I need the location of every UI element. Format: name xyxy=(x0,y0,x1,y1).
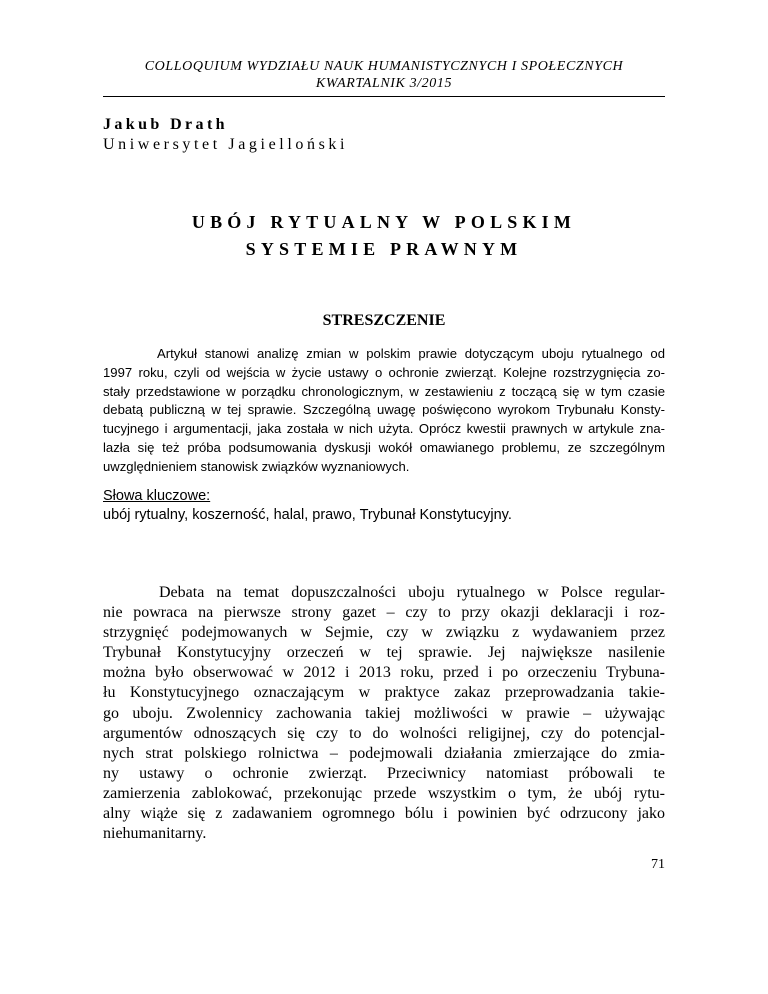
body-line: niehumanitarny. xyxy=(103,825,207,843)
body-line: ny ustawy o ochronie zwierząt. Przeciwnicy natomiast próbowali te xyxy=(103,764,665,782)
title-line: UBÓJ RYTUALNY W POLSKIM xyxy=(191,212,577,232)
header-rule xyxy=(103,96,665,97)
keywords-label: Słowa kluczowe: xyxy=(103,488,211,504)
abstract-line: debatą publiczną w tej sprawie. Szczególną uwagę poświęcono wyrokom Trybunału Konsty- xyxy=(103,402,665,418)
body-line: Trybunał Konstytucyjny orzeczeń w tej sprawie. Jej największe nasilenie xyxy=(103,644,665,662)
article-title xyxy=(103,209,665,263)
body-paragraph xyxy=(103,583,665,844)
journal-name: COLLOQUIUM WYDZIAŁU NAUK HUMANISTYCZNYCH I SPOŁECZNYCH xyxy=(144,59,624,74)
body-line: zamierzenia zablokować, przekonując przede wszystkim o tym, że ubój rytu- xyxy=(103,784,665,802)
abstract-line: 1997 roku, czyli od wejścia w życie ustawy o ochronie zwierząt. Kolejne rozstrzygnięcia zo- xyxy=(103,364,665,380)
body-line: alny wiąże się z zadawaniem ogromnego bólu i powinien być odrzucony jako xyxy=(103,805,665,823)
running-header xyxy=(103,58,665,92)
abstract-line: lazła się też próba podsumowania dyskusji wokół omawianego problemu, ze szczególnym xyxy=(103,439,665,455)
body-line: strzygnięć podejmowanych w Sejmie, czy w związku z wydawaniem przez xyxy=(103,624,665,642)
body-line: nych strat polskiego rolnictwa – podejmowali działania zmierzające do zmia- xyxy=(103,744,665,762)
body-line: Debata na temat dopuszczalności uboju rytualnego w Polsce regular- xyxy=(159,584,665,601)
abstract-line: tucyjnego i argumentacji, jaka została w nich użyta. Oprócz kwestii prawnych w artykule zna- xyxy=(103,421,665,437)
body-line: argumentów odnoszących się czy to do wolności religijnej, czy do potencjal- xyxy=(103,724,665,742)
journal-issue: KWARTALNIK 3/2015 xyxy=(315,76,453,91)
abstract-line: Artykuł stanowi analizę zmian w polskim prawie dotyczącym uboju rytualnego od xyxy=(157,346,665,361)
title-line: SYSTEMIE PRAWNYM xyxy=(245,239,523,259)
page-number: 71 xyxy=(651,857,665,872)
author-name: Jakub Drath xyxy=(103,116,228,133)
abstract-text xyxy=(103,345,665,477)
body-line: nie powraca na pierwsze strony gazet – czy to przy okazji deklaracji i roz- xyxy=(103,604,665,622)
author-affiliation: Uniwersytet Jagielloński xyxy=(103,136,349,153)
abstract-line: stały przedstawione w porządku chronologicznym, w zestawieniu z toczącą się w tym czasie xyxy=(103,383,665,399)
abstract-line: uwzględnieniem stanowisk związków wyznaniowych. xyxy=(103,458,410,474)
body-line: można było obserwować w 2012 i 2013 roku, przed i po orzeczeniu Trybuna- xyxy=(103,664,665,682)
keywords-list: ubój rytualny, koszerność, halal, prawo, Trybunał Konstytucyjny. xyxy=(103,507,512,523)
body-line: łu Konstytucyjnego oznaczającym w praktyce zakaz przeprowadzania takie- xyxy=(103,684,665,702)
abstract-heading: STRESZCZENIE xyxy=(322,312,446,329)
body-line: go uboju. Zwolennicy zachowania takiej możliwości w prawie – używając xyxy=(103,704,665,722)
